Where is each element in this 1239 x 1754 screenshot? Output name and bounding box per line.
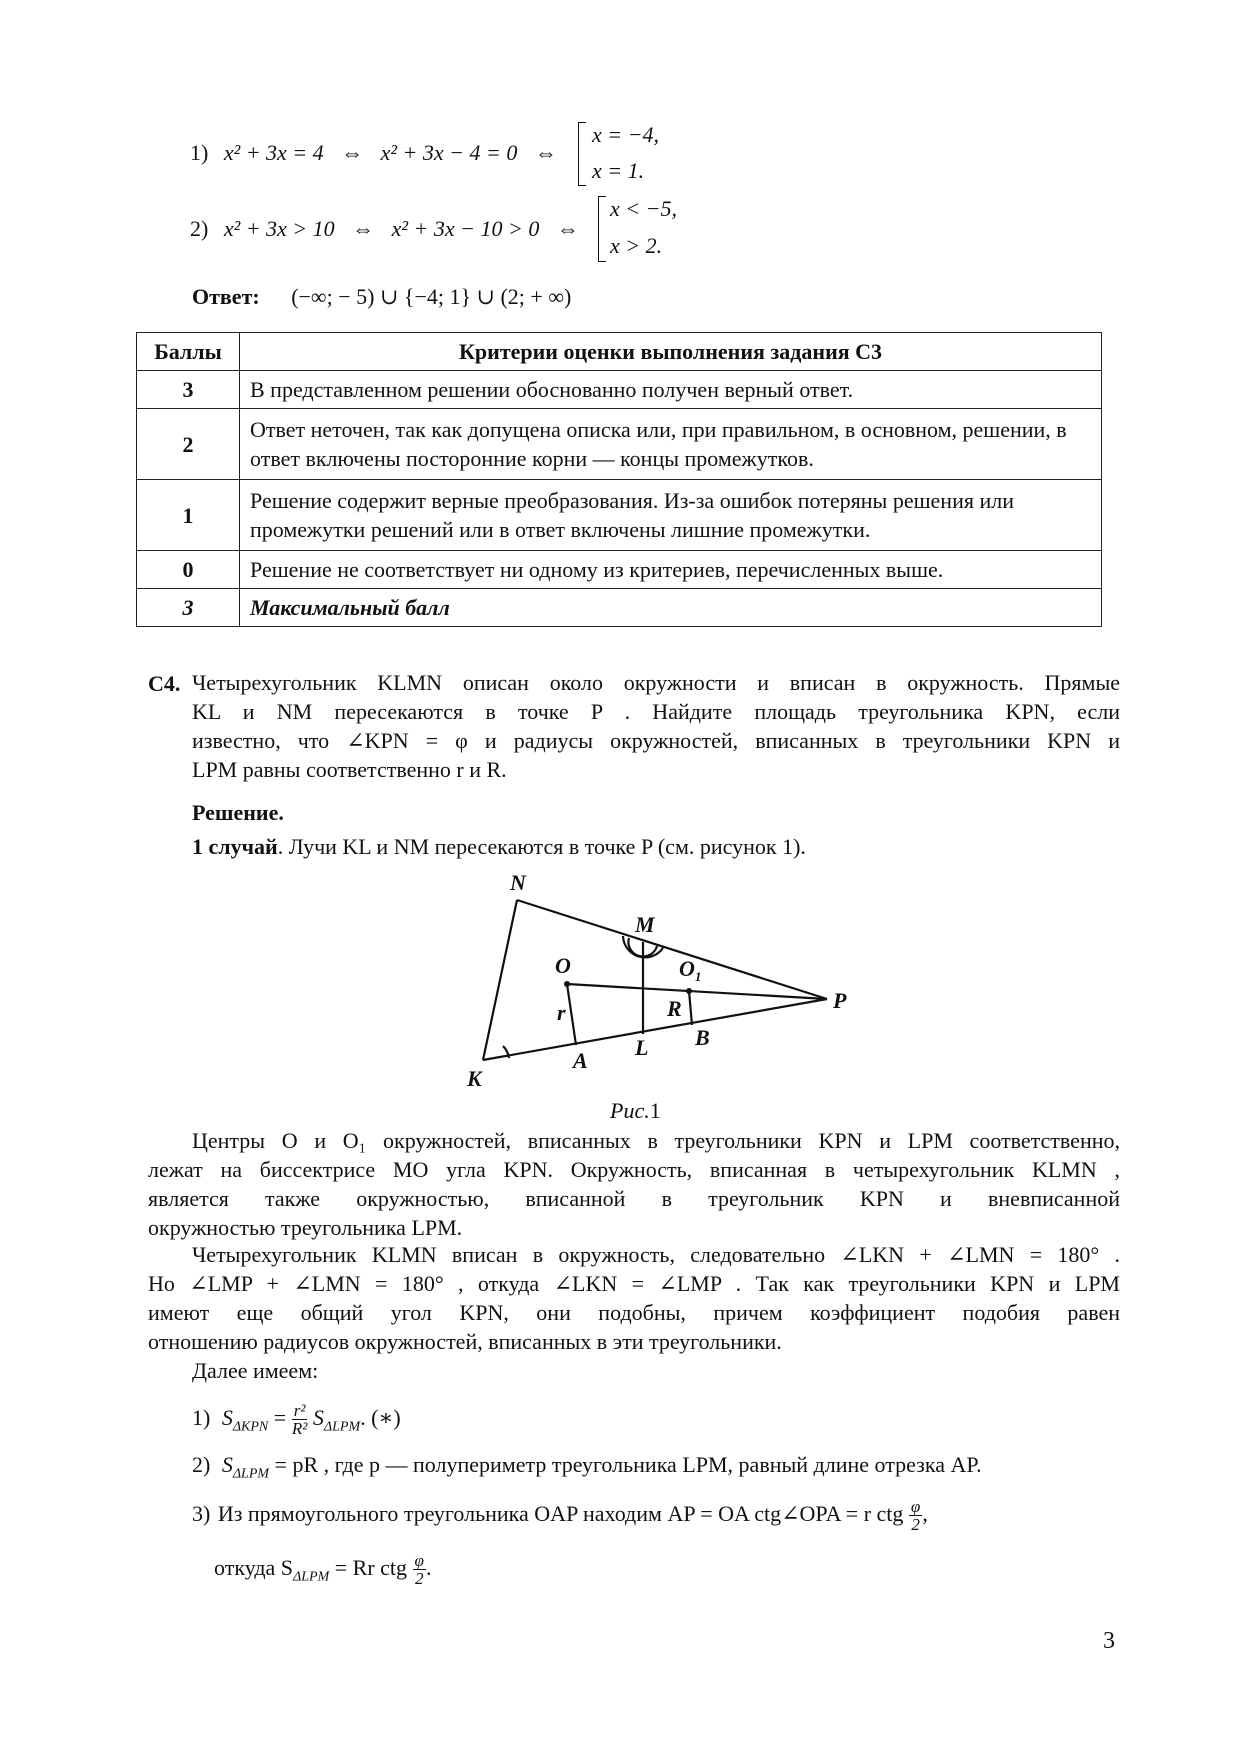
- radius-R: [689, 991, 692, 1025]
- step-number: 1): [192, 1405, 211, 1430]
- problem-number: С4.: [148, 671, 181, 696]
- eq-number: 2): [190, 216, 209, 241]
- score-cell: 0: [137, 551, 240, 589]
- label-R: R: [667, 996, 682, 1021]
- paragraph-line: является также окружностью, вписанной в треугольник KPN и вневписанной: [148, 1186, 1120, 1211]
- eq-lhs: x² + 3x = 4: [223, 140, 324, 165]
- table-row: [137, 371, 1102, 409]
- eq-mid: x² + 3x − 4 = 0: [380, 140, 518, 165]
- label-O1: $O_1$: [679, 956, 702, 984]
- eq-mid: x² + 3x − 10 > 0: [391, 216, 540, 241]
- side-KP: [483, 999, 827, 1060]
- equation-1: [190, 140, 569, 166]
- criteria-table: [136, 332, 1102, 627]
- label-O: O: [555, 953, 571, 978]
- geometry-figure: [455, 870, 875, 1095]
- root-2: x = 1.: [592, 158, 645, 183]
- statement-line: известно, что ∠KPN = φ и радиусы окружностей, вписанных в треугольники KPN и: [192, 728, 1120, 753]
- case-label: 1 случай: [192, 834, 278, 859]
- further-text: Далее имеем:: [192, 1358, 319, 1383]
- paragraph-line: имеют еще общий угол KPN, они подобны, причем коэффициент подобия равен: [148, 1300, 1120, 1325]
- interval-2: x > 2.: [610, 233, 663, 258]
- eq-number: 1): [190, 140, 209, 165]
- side-KN: [483, 900, 517, 1060]
- statement-line: Четырехугольник KLMN описан около окружности и вписан в окружность. Прямые: [192, 670, 1120, 695]
- label-A: A: [573, 1048, 588, 1073]
- solution-title: Решение.: [192, 800, 284, 825]
- denominator: R²: [291, 1419, 308, 1439]
- step-1: [192, 1398, 401, 1447]
- point-O: [564, 981, 570, 987]
- label-L: L: [635, 1035, 649, 1060]
- label-M: M: [635, 912, 655, 937]
- paragraph-centers: [148, 1126, 1120, 1242]
- answer-label: Ответ:: [192, 284, 260, 309]
- paragraph-line: окружностью треугольника LPM.: [148, 1215, 463, 1240]
- root-1: x = −4,: [592, 122, 659, 147]
- problem-label: [148, 671, 180, 697]
- caption-text: Рис.: [610, 1098, 650, 1123]
- equals-sign: =: [268, 1405, 292, 1430]
- label-P: P: [833, 988, 847, 1013]
- ratio-fraction: [292, 1402, 308, 1437]
- eq-lhs: x² + 3x > 10: [223, 216, 335, 241]
- area-subscript: ΔKPN: [232, 1419, 269, 1435]
- criteria-cell: Решение не соответствует ни одному из критериев, перечисленных выше.: [240, 551, 1102, 589]
- answer-value: (−∞; − 5) ∪ {−4; 1} ∪ (2; + ∞): [291, 284, 572, 309]
- criteria-cell: В представленном решении обоснованно получен верный ответ.: [240, 371, 1102, 409]
- column-header: Баллы: [137, 333, 240, 371]
- table-row: [137, 480, 1102, 551]
- step-3: [192, 1494, 928, 1534]
- step-text: Из прямоугольного треугольника OAP находим AP = OA ctg∠OPA = r ctg: [217, 1501, 904, 1526]
- label-K: K: [467, 1066, 482, 1091]
- max-score-label: Максимальный балл: [240, 589, 1102, 627]
- criteria-cell: Решение содержит верные преобразования. Из-за ошибок потеряны решения или промежутки решений или в ответ включены лишние промежутки.: [240, 480, 1102, 551]
- step-text: = pR , где p — полупериметр треугольника LPM, равный длине отрезка AP.: [269, 1452, 982, 1477]
- denominator: 2: [414, 1569, 424, 1589]
- step-tail: .: [425, 1555, 432, 1580]
- step-tail: . (∗): [360, 1405, 401, 1430]
- step-text: откуда S: [214, 1555, 294, 1580]
- score-cell: 2: [137, 409, 240, 480]
- set-bracket: [598, 196, 606, 262]
- statement-line: LPM равны соответственно r и R.: [192, 757, 507, 782]
- column-header: Критерии оценки выполнения задания С3: [240, 333, 1102, 371]
- area-subscript: ΔLPM: [323, 1419, 361, 1435]
- area-symbol: S: [312, 1405, 324, 1430]
- page-number: 3: [1103, 1628, 1115, 1654]
- half-angle-fraction: [413, 1552, 426, 1587]
- case-text: . Лучи KL и NM пересекаются в точке P (см. рисунок 1).: [277, 834, 806, 859]
- table-row: [137, 409, 1102, 480]
- area-symbol: S: [221, 1452, 233, 1477]
- numerator: r²: [293, 1401, 306, 1421]
- figure-caption: [610, 1098, 661, 1124]
- answer: [192, 284, 571, 310]
- label-r: r: [557, 1000, 566, 1025]
- step-tail: ,: [922, 1501, 928, 1526]
- label-B: B: [695, 1025, 710, 1050]
- case-1-line: [192, 834, 806, 860]
- criteria-cell: Ответ неточен, так как допущена описка или, при правильном, в основном, решении, в ответ включены посторонние корни — концы промежутков.: [240, 409, 1102, 480]
- half-angle-fraction: [909, 1498, 922, 1533]
- step-number: 3): [192, 1501, 211, 1526]
- radius-r: [567, 984, 576, 1045]
- max-score-cell: 3: [137, 589, 240, 627]
- equivalence-icon: ⇔: [341, 140, 364, 165]
- step-number: 2): [192, 1452, 211, 1477]
- paragraph-inscribed: [148, 1240, 1120, 1356]
- denominator: 2: [911, 1515, 920, 1535]
- set-bracket: [578, 122, 586, 186]
- numerator: φ: [910, 1497, 921, 1517]
- equivalence-icon: ⇔: [556, 216, 579, 241]
- table-row: [137, 589, 1102, 627]
- score-cell: 1: [137, 480, 240, 551]
- equation-2: [190, 216, 591, 242]
- area-symbol: S: [221, 1405, 233, 1430]
- solution-heading: [192, 800, 284, 826]
- problem-statement: [192, 668, 1120, 784]
- area-subscript: ΔLPM: [232, 1466, 270, 1482]
- table-row: [137, 551, 1102, 589]
- table-header-row: [137, 333, 1102, 371]
- label-N: N: [510, 870, 526, 895]
- step-3-result: [214, 1548, 431, 1597]
- equivalence-icon: ⇔: [534, 140, 557, 165]
- side-NP: [517, 900, 827, 999]
- interval-1: x < −5,: [610, 196, 677, 221]
- paragraph-line: Центры O и O₁ окружностей, вписанных в треугольники KPN и LPM соответственно,: [192, 1128, 1120, 1153]
- score-cell: 3: [137, 371, 240, 409]
- point-O1: [686, 988, 692, 994]
- step-2: [192, 1452, 982, 1487]
- paragraph-line: Но ∠LMP + ∠LMN = 180° , откуда ∠LKN = ∠LMP . Так как треугольники KPN и LPM: [148, 1271, 1120, 1296]
- numerator: φ: [414, 1551, 424, 1571]
- paragraph-line: лежат на биссектрисе MO угла KPN. Окружность, вписанная в четырехугольник KLMN ,: [148, 1157, 1120, 1182]
- area-subscript: ΔLPM: [293, 1569, 330, 1585]
- paragraph-line: отношению радиусов окружностей, вписанных в эти треугольники.: [148, 1329, 782, 1354]
- equivalence-icon: ⇔: [352, 216, 375, 241]
- step-text: = Rr ctg: [329, 1555, 408, 1580]
- statement-line: KL и NM пересекаются в точке P . Найдите площадь треугольника KPN, если: [192, 699, 1120, 724]
- caption-number: 1: [649, 1098, 661, 1123]
- paragraph-line: Четырехугольник KLMN вписан в окружность, следовательно ∠LKN + ∠LMN = 180° .: [192, 1242, 1120, 1267]
